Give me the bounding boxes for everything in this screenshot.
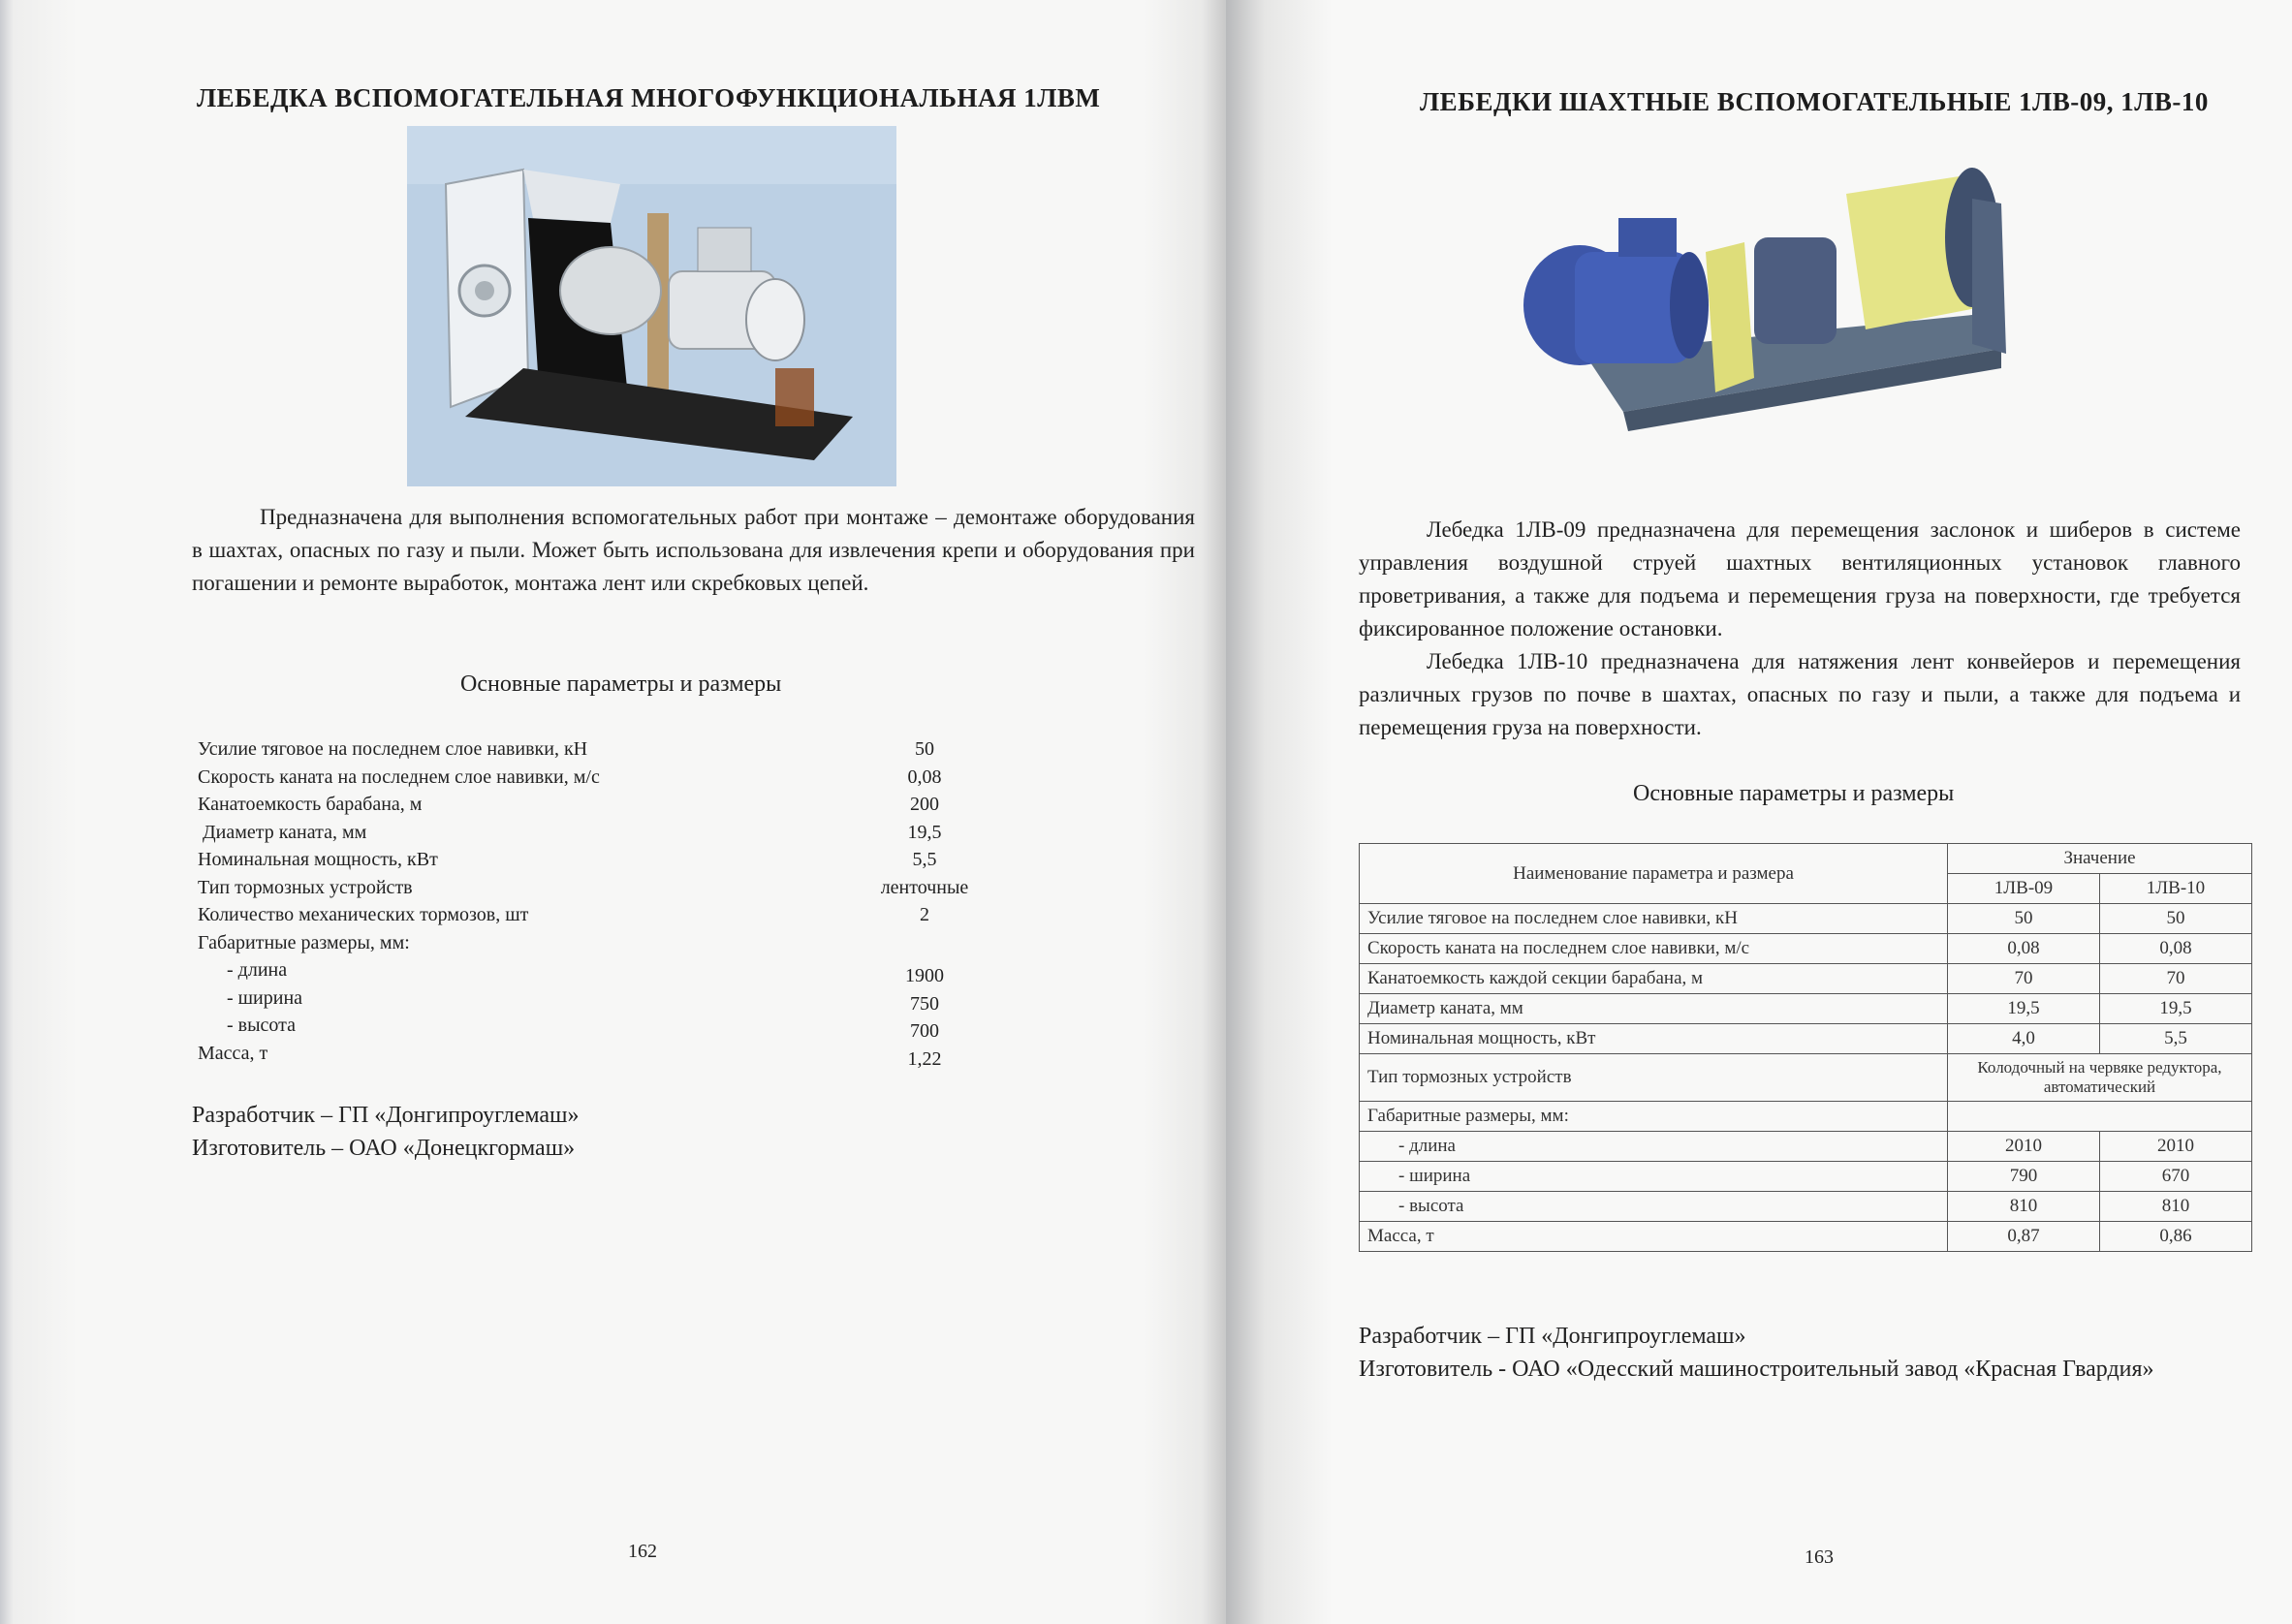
row-value-a: 4,0	[1948, 1024, 2100, 1054]
spec-row	[198, 874, 1021, 902]
spec-label: Тип тормозных устройств	[198, 876, 413, 898]
spec-value: 1,22	[907, 1047, 942, 1070]
spec-row	[198, 819, 1021, 847]
header-param: Наименование параметра и размера	[1360, 844, 1948, 904]
spec-row	[198, 984, 1021, 1013]
row-value-b: 670	[2099, 1162, 2251, 1192]
right-params-heading: Основные параметры и размеры	[1633, 781, 1955, 806]
spec-row	[198, 1040, 1021, 1068]
row-value-b: 810	[2099, 1192, 2251, 1222]
spec-row	[198, 956, 1021, 984]
row-label: Диаметр каната, мм	[1360, 994, 1948, 1024]
header-1lv10: 1ЛВ-10	[2099, 874, 2251, 904]
row-value-b: 50	[2099, 904, 2251, 934]
row-value-a: 70	[1948, 964, 2100, 994]
spec-value: 700	[910, 1020, 939, 1042]
spec-row	[198, 929, 1021, 957]
winch-1lv-photo	[1517, 160, 2016, 441]
table-row	[1360, 1132, 2252, 1162]
spec-label: Канатоемкость барабана, м	[198, 794, 423, 815]
spec-row	[198, 735, 1021, 764]
row-label: Усилие тяговое на последнем слое навивки, кН	[1360, 904, 1948, 934]
spec-label: Скорость каната на последнем слое навивки, м/с	[198, 765, 600, 788]
brake-value: Колодочный на червяке редуктора, автоматический	[1948, 1054, 2252, 1102]
right-page-title: ЛЕБЕДКИ ШАХТНЫЕ ВСПОМОГАТЕЛЬНЫЕ 1ЛВ-09, 1ЛВ-10	[1420, 87, 2209, 116]
row-value-b: 0,08	[2099, 934, 2251, 964]
row-value-a: 2010	[1948, 1132, 2100, 1162]
spec-label: Номинальная мощность, кВт	[198, 849, 438, 870]
spec-label: - ширина	[227, 986, 303, 1009]
mass-label: Масса, т	[1360, 1222, 1948, 1252]
spec-value: 200	[910, 794, 939, 815]
spec-value: 0,08	[907, 765, 942, 788]
row-value-b: 19,5	[2099, 994, 2251, 1024]
table-row	[1360, 964, 2252, 994]
developer-line: Разработчик – ГП «Донгипроуглемаш»	[192, 1103, 580, 1128]
spec-row	[198, 901, 1021, 929]
row-value-a: 810	[1948, 1192, 2100, 1222]
left-credits	[192, 1099, 580, 1165]
table-row	[1360, 1192, 2252, 1222]
right-description	[1359, 514, 2241, 744]
spec-value: 19,5	[907, 821, 942, 843]
spec-label: Диаметр каната, мм	[198, 821, 367, 843]
row-value-a: 0,08	[1948, 934, 2100, 964]
table-row	[1360, 1222, 2252, 1252]
left-description: Предназначена для выполнения вспомогательных работ при монтаже – демонтаже оборудования в шахтах, опасных по газу и пыли. Может быть использована для извлечения крепи и оборудования при погашении и ремонте выработок, монтажа лент или скребковых цепей.	[192, 505, 1195, 595]
row-value-a: 19,5	[1948, 994, 2100, 1024]
spec-label: Масса, т	[198, 1042, 268, 1064]
spec-label: - длина	[227, 959, 288, 981]
table-header-row	[1360, 844, 2252, 874]
row-label: - ширина	[1360, 1162, 1948, 1192]
row-value-b: 5,5	[2099, 1024, 2251, 1054]
spec-value: 50	[915, 738, 934, 760]
left-page-title: ЛЕБЕДКА ВСПОМОГАТЕЛЬНАЯ МНОГОФУНКЦИОНАЛЬНАЯ 1ЛВМ	[197, 83, 1101, 112]
manufacturer-line: Изготовитель – ОАО «Донецкгормаш»	[192, 1136, 576, 1161]
winch-1lvm-photo	[407, 126, 896, 486]
developer-line: Разработчик – ГП «Донгипроуглемаш»	[1359, 1324, 1746, 1349]
right-page	[1226, 0, 2292, 1624]
left-spec-list	[198, 735, 1021, 1070]
row-label: - длина	[1360, 1132, 1948, 1162]
dims-label: Габаритные размеры, мм:	[1360, 1102, 1948, 1132]
dims-empty-cell	[1948, 1102, 2252, 1132]
spec-label: - высота	[227, 1015, 297, 1036]
mass-value-b: 0,86	[2099, 1222, 2251, 1252]
table-row	[1360, 904, 2252, 934]
spec-value: 5,5	[912, 849, 937, 870]
spec-row	[198, 764, 1021, 792]
row-label: Скорость каната на последнем слое навивки, м/с	[1360, 934, 1948, 964]
row-value-a: 50	[1948, 904, 2100, 934]
spec-label: Габаритные размеры, мм:	[198, 931, 410, 953]
params-table	[1359, 843, 2252, 1252]
spec-value: 1900	[905, 965, 944, 986]
left-params-heading: Основные параметры и размеры	[460, 671, 782, 697]
mass-value-a: 0,87	[1948, 1222, 2100, 1252]
table-row	[1360, 1102, 2252, 1132]
paragraph-1lv10: Лебедка 1ЛВ-10 предназначена для натяжения лент конвейеров и перемещения различных грузов по почве в шахтах, опасных по газу и пыли, а также для подъема и перемещения груза на поверхности.	[1359, 649, 2241, 739]
table-row	[1360, 1162, 2252, 1192]
header-value: Значение	[1948, 844, 2252, 874]
spec-label: Усилие тяговое на последнем слое навивки, кН	[198, 738, 588, 760]
spec-value: 2	[920, 904, 929, 925]
row-label: Номинальная мощность, кВт	[1360, 1024, 1948, 1054]
table-row	[1360, 934, 2252, 964]
row-value-b: 70	[2099, 964, 2251, 994]
spec-row	[198, 1012, 1021, 1040]
row-label: - высота	[1360, 1192, 1948, 1222]
paragraph-1lv09: Лебедка 1ЛВ-09 предназначена для перемещения заслонок и шиберов в системе управления воздушной струей шахтных вентиляционных установок главного проветривания, а также для подъема и перемещения груза на поверхности, где требуется фиксированное положение остановки.	[1359, 517, 2241, 640]
row-value-a: 790	[1948, 1162, 2100, 1192]
table-row	[1360, 1024, 2252, 1054]
manufacturer-line: Изготовитель - ОАО «Одесский машиностроительный завод «Красная Гвардия»	[1359, 1357, 2154, 1382]
row-value-b: 2010	[2099, 1132, 2251, 1162]
page-number: 162	[628, 1541, 657, 1562]
brake-label: Тип тормозных устройств	[1360, 1054, 1948, 1102]
page-number: 163	[1805, 1546, 1834, 1568]
table-row	[1360, 1054, 2252, 1102]
spec-row	[198, 846, 1021, 874]
row-label: Канатоемкость каждой секции барабана, м	[1360, 964, 1948, 994]
table-row	[1360, 994, 2252, 1024]
spec-row	[198, 791, 1021, 819]
spec-value: ленточные	[880, 876, 969, 898]
right-credits	[1359, 1320, 2154, 1386]
spec-value: 750	[910, 992, 939, 1015]
header-1lv09: 1ЛВ-09	[1948, 874, 2100, 904]
spec-label: Количество механических тормозов, шт	[198, 904, 529, 925]
